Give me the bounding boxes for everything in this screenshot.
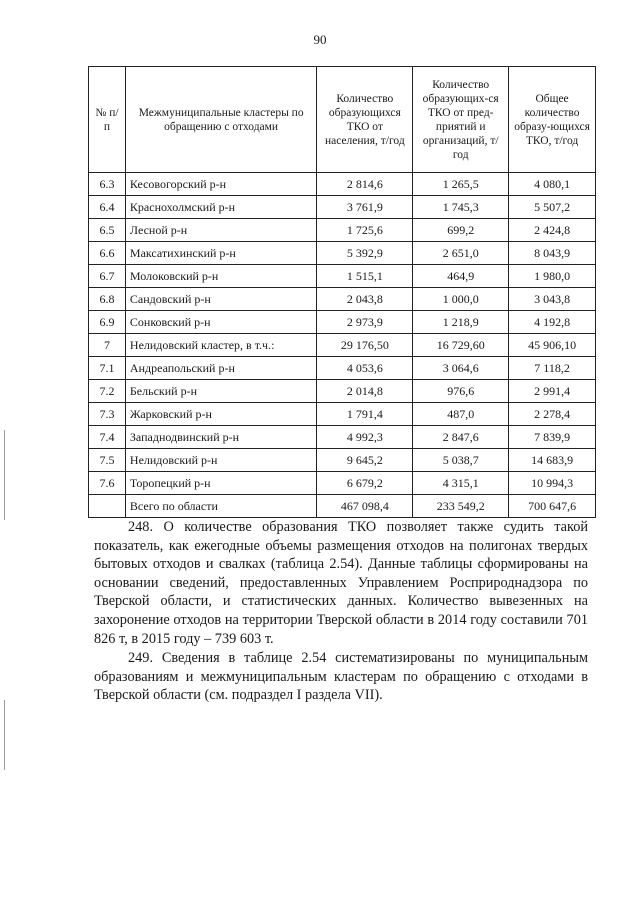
table-row [89,334,596,357]
row-number: 7.3 [89,403,126,426]
row-total: 2 424,8 [509,219,596,242]
header-total: Общее количество образу-ющихся ТКО, т/год [509,67,596,173]
row-name: Кесовогорский р-н [125,173,316,196]
row-total: 2 991,4 [509,380,596,403]
row-total: 7 118,2 [509,357,596,380]
table-header-row [89,67,596,173]
row-name: Молоковский р-н [125,265,316,288]
row-total: 5 507,2 [509,196,596,219]
row-population: 2 014,8 [317,380,413,403]
row-name: Западнодвинский р-н [125,426,316,449]
row-number: 6.4 [89,196,126,219]
row-number: 7.2 [89,380,126,403]
row-enterprises: 5 038,7 [413,449,509,472]
page-number: 90 [313,32,327,47]
row-enterprises: 3 064,6 [413,357,509,380]
table-row [89,403,596,426]
row-name: Сонковский р-н [125,311,316,334]
row-population: 5 392,9 [317,242,413,265]
table-row [89,311,596,334]
table-row [89,380,596,403]
row-total: 8 043,9 [509,242,596,265]
paragraph: 249. Сведения в таблице 2.54 систематизированы по муниципальным образованиям и межмуниципальным кластерам по обращению с отходами в Тверской области (см. подраздел I раздела VII). [94,650,588,704]
row-total: 45 906,10 [509,334,596,357]
row-name: Андреапольский р-н [125,357,316,380]
row-number: 6.7 [89,265,126,288]
row-total: 7 839,9 [509,426,596,449]
waste-table [88,66,596,518]
row-number: 7.1 [89,357,126,380]
row-enterprises: 16 729,60 [413,334,509,357]
row-name: Нелидовский р-н [125,449,316,472]
row-total: 1 980,0 [509,265,596,288]
row-population: 2 814,6 [317,173,413,196]
row-population: 6 679,2 [317,472,413,495]
row-name: Краснохолмский р-н [125,196,316,219]
row-name: Торопецкий р-н [125,472,316,495]
table-row [89,242,596,265]
row-enterprises: 464,9 [413,265,509,288]
row-number [89,495,126,518]
header-num: № п/п [89,67,126,173]
row-population: 29 176,50 [317,334,413,357]
paragraph: 248. О количестве образования ТКО позволяет также судить такой показатель, как ежегодные объемы размещения отходов на полигонах твердых бытовых отходов и свалках (таблица 2.54). Данные таблицы сформированы на основании сведений, предоставленных Управлением Росприроднадзора по Тверской области, и статистических данных. Количество вывезенных на захоронение отходов на территории Тверской области в 2014 году составили 701 826 т, в 2015 году – 739 603 т. [94,519,588,647]
row-enterprises: 1 000,0 [413,288,509,311]
row-population: 3 761,9 [317,196,413,219]
row-enterprises: 4 315,1 [413,472,509,495]
row-enterprises: 1 265,5 [413,173,509,196]
row-population: 2 043,8 [317,288,413,311]
table-row [89,288,596,311]
header-cluster: Межмуниципальные кластеры по обращению с отходами [125,67,316,173]
row-name: Лесной р-н [125,219,316,242]
row-name: Бельский р-н [125,380,316,403]
row-total: 4 192,8 [509,311,596,334]
table-row [89,495,596,518]
table-row [89,426,596,449]
row-enterprises: 487,0 [413,403,509,426]
row-number: 6.9 [89,311,126,334]
row-number: 6.3 [89,173,126,196]
header-enterprises: Количество образующих-ся ТКО от пред-приятий и организаций, т/год [413,67,509,173]
table-row [89,472,596,495]
scan-margin-mark [4,700,5,770]
table-row [89,219,596,242]
body-text [94,518,588,706]
table-row [89,265,596,288]
row-enterprises: 976,6 [413,380,509,403]
row-number: 6.5 [89,219,126,242]
row-total: 4 080,1 [509,173,596,196]
table-body [89,173,596,518]
row-total: 2 278,4 [509,403,596,426]
table-row [89,449,596,472]
row-number: 6.8 [89,288,126,311]
row-name: Сандовский р-н [125,288,316,311]
row-population: 2 973,9 [317,311,413,334]
row-population: 1 515,1 [317,265,413,288]
row-name: Жарковский р-н [125,403,316,426]
row-name: Всего по области [125,495,316,518]
row-total: 3 043,8 [509,288,596,311]
row-number: 7.6 [89,472,126,495]
row-population: 9 645,2 [317,449,413,472]
row-enterprises: 233 549,2 [413,495,509,518]
row-population: 467 098,4 [317,495,413,518]
row-population: 4 053,6 [317,357,413,380]
row-enterprises: 1 218,9 [413,311,509,334]
scan-margin-mark [4,430,5,520]
row-name: Максатихинский р-н [125,242,316,265]
row-population: 1 725,6 [317,219,413,242]
row-enterprises: 2 847,6 [413,426,509,449]
row-enterprises: 699,2 [413,219,509,242]
table-row [89,357,596,380]
row-number: 6.6 [89,242,126,265]
row-population: 4 992,3 [317,426,413,449]
row-total: 700 647,6 [509,495,596,518]
table-row [89,196,596,219]
row-population: 1 791,4 [317,403,413,426]
row-name: Нелидовский кластер, в т.ч.: [125,334,316,357]
row-number: 7.5 [89,449,126,472]
row-total: 14 683,9 [509,449,596,472]
row-total: 10 994,3 [509,472,596,495]
header-population: Количество образующихся ТКО от населения, т/год [317,67,413,173]
row-enterprises: 1 745,3 [413,196,509,219]
table-row [89,173,596,196]
row-enterprises: 2 651,0 [413,242,509,265]
row-number: 7 [89,334,126,357]
row-number: 7.4 [89,426,126,449]
